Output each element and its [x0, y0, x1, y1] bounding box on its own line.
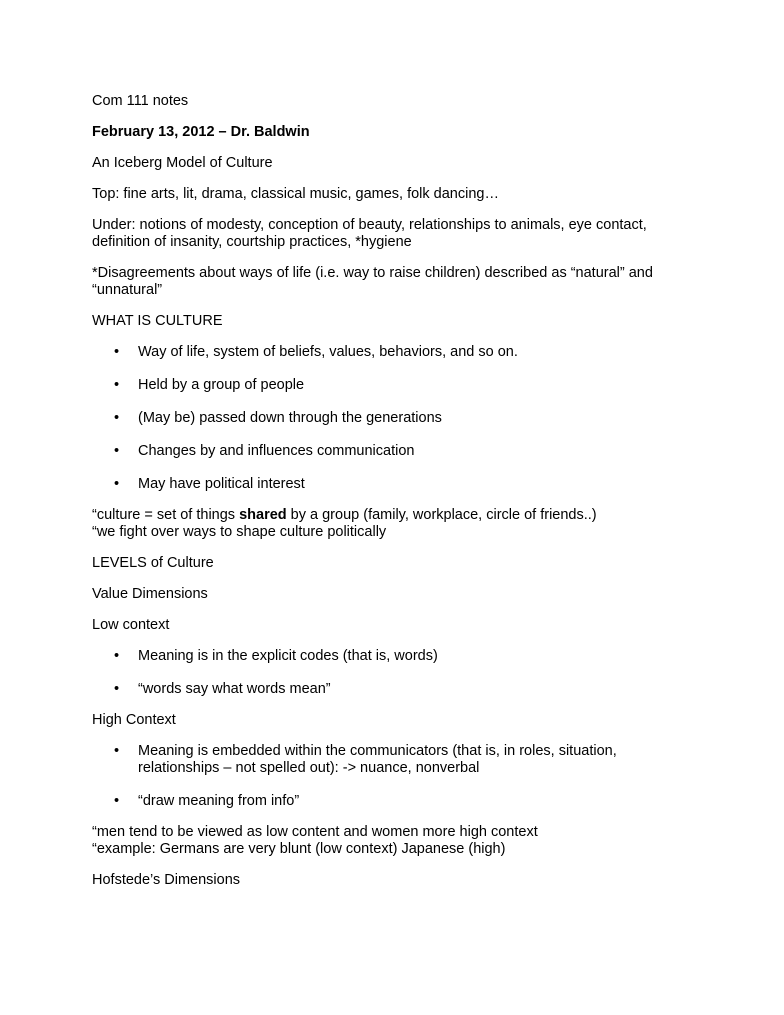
culture-def-suffix: by a group (family, workplace, circle of friends..): [286, 507, 597, 523]
list-item: [92, 681, 702, 698]
document-body: [92, 93, 702, 903]
bullet-glyph: •: [114, 443, 120, 459]
list-item-text: “draw meaning from info”: [138, 793, 300, 809]
bullet-glyph: •: [114, 793, 120, 809]
bullet-glyph: •: [114, 344, 120, 360]
iceberg-heading: An Iceberg Model of Culture: [92, 155, 273, 171]
low-context-list: [92, 648, 702, 698]
what-is-culture-heading: WHAT IS CULTURE: [92, 313, 223, 329]
list-item-text: “words say what words mean”: [138, 681, 331, 697]
bullet-glyph: •: [114, 743, 120, 759]
list-item: [92, 344, 702, 361]
list-item: [92, 793, 702, 810]
list-item-text: Meaning is in the explicit codes (that is, words): [138, 648, 438, 664]
list-item-text: Way of life, system of beliefs, values, behaviors, and so on.: [138, 344, 518, 360]
fight-line: “we fight over ways to shape culture politically: [92, 524, 387, 540]
list-item: [92, 743, 702, 777]
culture-def-bold: shared: [239, 507, 287, 523]
list-item: [92, 476, 702, 493]
list-item-text: Changes by and influences communication: [138, 443, 415, 459]
list-item: [92, 648, 702, 665]
doc-title: Com 111 notes: [92, 93, 189, 109]
bullet-glyph: •: [114, 377, 120, 393]
culture-def-prefix: “culture = set of things: [92, 507, 240, 523]
list-item: [92, 443, 702, 460]
list-item: [92, 377, 702, 394]
bullet-glyph: •: [114, 410, 120, 426]
bullet-glyph: •: [114, 648, 120, 664]
high-context-heading: High Context: [92, 712, 176, 728]
top-line: Top: fine arts, lit, drama, classical music, games, folk dancing…: [92, 186, 499, 202]
list-item-text: Meaning is embedded within the communicators (that is, in roles, situation, relationships – not spelled out): -> nuance, nonverbal: [138, 743, 617, 776]
levels-heading: LEVELS of Culture: [92, 555, 214, 571]
culture-definition-line: [92, 507, 702, 524]
value-dimensions-heading: Value Dimensions: [92, 586, 208, 602]
list-item: [92, 410, 702, 427]
disagreements-line: *Disagreements about ways of life (i.e. way to raise children) described as “natural” and “unnatural”: [92, 265, 653, 298]
list-item-text: Held by a group of people: [138, 377, 305, 393]
date-line: February 13, 2012 – Dr. Baldwin: [92, 124, 310, 140]
bullet-glyph: •: [114, 476, 120, 492]
hofstede-heading: Hofstede’s Dimensions: [92, 872, 241, 888]
low-context-heading: Low context: [92, 617, 170, 633]
high-context-list: [92, 743, 702, 810]
bullet-glyph: •: [114, 681, 120, 697]
list-item-text: May have political interest: [138, 476, 305, 492]
list-item-text: (May be) passed down through the generations: [138, 410, 442, 426]
what-is-culture-list: [92, 344, 702, 493]
under-line: Under: notions of modesty, conception of beauty, relationships to animals, eye contact, definition of insanity, courtship practices, *hygiene: [92, 217, 647, 250]
men-line: “men tend to be viewed as low content and women more high context: [92, 824, 538, 840]
example-line: “example: Germans are very blunt (low context) Japanese (high): [92, 841, 506, 857]
